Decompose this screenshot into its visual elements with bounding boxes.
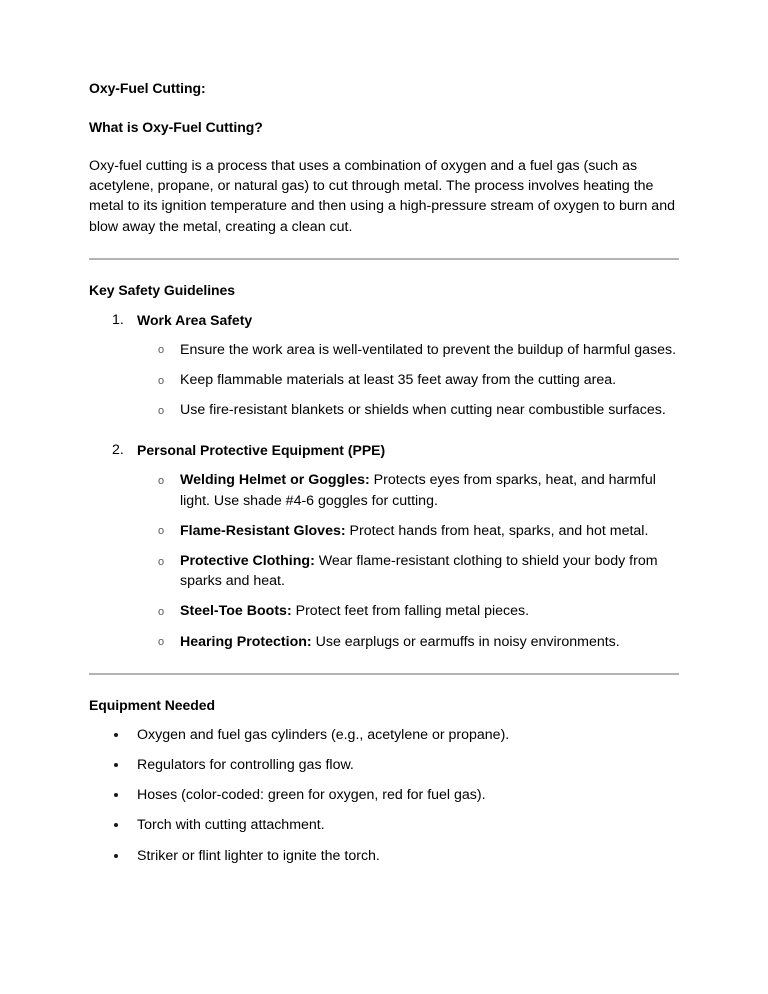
sub-item-text: Protect hands from heat, sparks, and hot metal. [345, 522, 649, 539]
list-item [89, 310, 679, 421]
list-item [137, 521, 679, 541]
safety-sublist-work-area [137, 340, 679, 421]
numbered-item-label: Work Area Safety [137, 311, 253, 328]
document-content [89, 78, 679, 866]
list-item [137, 632, 679, 652]
equipment-list [89, 725, 679, 866]
list-item: Hoses (color-coded: green for oxygen, red for fuel gas). [89, 785, 679, 805]
sub-item-lead: Protective Clothing: [180, 553, 315, 570]
sub-item-text: Ensure the work area is well-ventilated to prevent the buildup of harmful gases. [180, 341, 677, 358]
sub-item-text: Use earplugs or earmuffs in noisy environments. [311, 633, 620, 650]
list-item [137, 340, 679, 360]
sub-item-text: Keep flammable materials at least 35 feet away from the cutting area. [180, 372, 617, 389]
intro-paragraph: Oxy-fuel cutting is a process that uses a combination of oxygen and a fuel gas (such as acetylene, propane, or natural gas) to cut through metal. The process involves heating the metal to its ignition temperature and then using a high-pressure stream of oxygen to burn and blow away the metal, creating a clean cut. [89, 158, 675, 235]
list-item: Striker or flint lighter to ignite the torch. [89, 846, 679, 866]
list-item [137, 470, 679, 510]
sub-item-lead: Welding Helmet or Goggles: [180, 472, 370, 489]
sub-item-text: Wear flame-resistant clothing to shield your body from sparks and heat. [180, 553, 658, 590]
sub-item-lead: Flame-Resistant Gloves: [180, 522, 346, 539]
list-item [89, 440, 679, 651]
sub-item-text: Protect feet from falling metal pieces. [291, 603, 530, 620]
divider-rule-bottom [89, 673, 679, 675]
list-item: Regulators for controlling gas flow. [89, 755, 679, 775]
heading-equipment-needed: Equipment Needed [89, 696, 215, 713]
list-item: Oxygen and fuel gas cylinders (e.g., acetylene or propane). [89, 725, 679, 745]
sub-item-text: Use fire-resistant blankets or shields when cutting near combustible surfaces. [180, 402, 666, 419]
safety-sublist-ppe [137, 470, 679, 651]
list-item [137, 400, 679, 420]
sub-item-lead: Steel-Toe Boots: [180, 603, 292, 620]
safety-ordered-list [89, 310, 679, 652]
list-item [137, 370, 679, 390]
numbered-item-label: Personal Protective Equipment (PPE) [137, 442, 386, 459]
list-item [137, 601, 679, 621]
section-subtitle: What is Oxy-Fuel Cutting? [89, 119, 263, 135]
list-item [137, 551, 679, 591]
divider-rule-top [89, 258, 679, 260]
sub-item-lead: Hearing Protection: [180, 633, 312, 650]
list-item: Torch with cutting attachment. [89, 815, 679, 835]
page-title: Oxy-Fuel Cutting: [89, 80, 206, 96]
sub-item-text: Protects eyes from sparks, heat, and harmful light. Use shade #4-6 goggles for cutting. [180, 472, 656, 509]
heading-key-safety-guidelines: Key Safety Guidelines [89, 281, 236, 298]
